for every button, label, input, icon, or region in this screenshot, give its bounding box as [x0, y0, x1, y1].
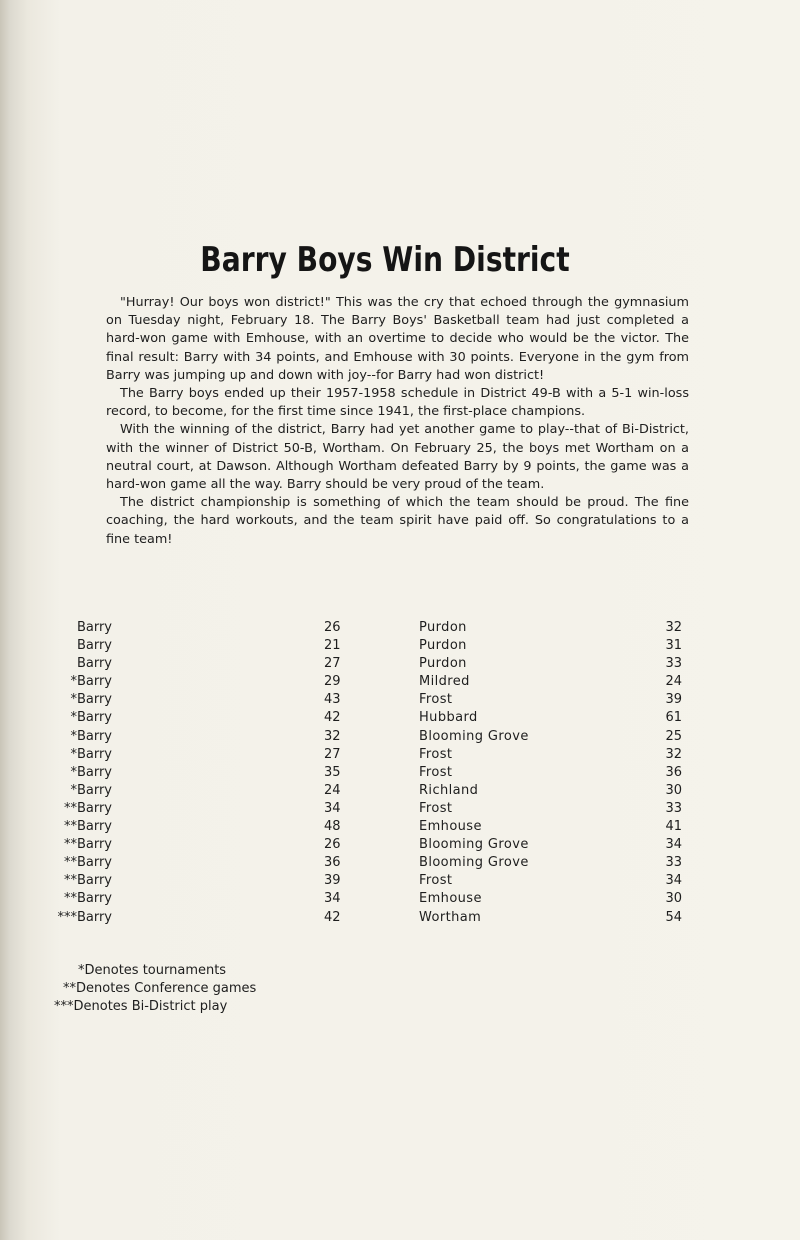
game-row — [0, 855, 800, 873]
opponent-name: Emhouse — [419, 819, 482, 835]
game-results-table — [0, 620, 800, 928]
team-name: *Barry — [70, 710, 112, 726]
team-score: 39 — [324, 873, 341, 889]
team-score: 24 — [324, 782, 341, 798]
game-row — [0, 710, 800, 728]
opponent-name: Mildred — [419, 674, 470, 690]
team-score: 26 — [324, 837, 341, 853]
opponent-score: 54 — [665, 909, 682, 925]
opponent-score: 34 — [665, 873, 682, 889]
team-name: **Barry — [63, 873, 112, 889]
opponent-name: Purdon — [419, 620, 467, 635]
team-score: 42 — [324, 710, 341, 726]
game-row — [0, 729, 800, 747]
opponent-score: 30 — [665, 891, 682, 907]
opponent-name: Emhouse — [419, 891, 482, 907]
opponent-score: 33 — [665, 656, 682, 672]
team-score: 29 — [324, 674, 341, 690]
opponent-name: Blooming Grove — [419, 855, 529, 871]
team-name: ***Barry — [57, 909, 112, 925]
opponent-name: Frost — [419, 800, 453, 816]
game-row — [0, 910, 800, 928]
team-name: **Barry — [63, 800, 112, 816]
legend-item: **Denotes Conference games — [63, 981, 257, 996]
game-row — [0, 747, 800, 765]
team-name: *Barry — [70, 764, 112, 780]
team-name: *Barry — [70, 746, 112, 762]
opponent-score: 33 — [665, 855, 682, 871]
team-score: 32 — [324, 728, 341, 744]
team-name: Barry — [76, 656, 112, 672]
team-name: Barry — [76, 638, 112, 654]
legend-item: *Denotes tournaments — [78, 963, 227, 978]
opponent-name: Purdon — [419, 656, 467, 672]
game-row — [0, 692, 800, 710]
opponent-score: 32 — [665, 746, 682, 762]
game-row — [0, 837, 800, 855]
game-row — [0, 801, 800, 819]
team-score: 35 — [324, 764, 341, 780]
opponent-score: 33 — [665, 800, 682, 816]
team-name: **Barry — [63, 855, 112, 871]
article-paragraph: With the winning of the district, Barry had yet another game to play--that of Bi-District, with the winner of District 50-B, Wortham. On February 25, the boys met Wortham on a neutral court, at Dawson. Although Wortham defeated Barry by 9 points, the game was a hard-won game all the way. Barry should be very proud of the team. — [106, 422, 689, 493]
team-name: **Barry — [63, 837, 112, 853]
team-name: *Barry — [70, 692, 112, 708]
team-score: 48 — [324, 819, 341, 835]
opponent-score: 41 — [665, 819, 682, 835]
game-row — [0, 674, 800, 692]
team-name: **Barry — [63, 891, 112, 907]
team-score: 27 — [324, 656, 341, 672]
legend — [0, 962, 800, 1016]
team-name: *Barry — [70, 728, 112, 744]
opponent-score: 30 — [665, 782, 682, 798]
team-score: 36 — [324, 855, 341, 871]
opponent-score: 36 — [665, 764, 682, 780]
opponent-name: Wortham — [419, 909, 482, 925]
article-paragraph: The district championship is something of which the team should be proud. The fine coaching, the hard workouts, and the team spirit have paid off. So congratulations to a fine team! — [106, 495, 689, 547]
team-name: **Barry — [63, 819, 112, 835]
team-score: 34 — [324, 891, 341, 907]
opponent-name: Purdon — [419, 638, 467, 654]
article-title: Barry Boys Win District — [200, 240, 570, 280]
opponent-name: Frost — [419, 873, 453, 889]
game-row — [0, 819, 800, 837]
game-row — [0, 873, 800, 891]
article-paragraph: The Barry boys ended up their 1957-1958 schedule in District 49-B with a 5-1 win-loss record, to become, for the first time since 1941, the first-place champions. — [106, 386, 689, 420]
opponent-score: 34 — [665, 837, 682, 853]
opponent-score: 24 — [665, 674, 682, 690]
game-row — [0, 891, 800, 909]
team-name: *Barry — [70, 782, 112, 798]
opponent-name: Blooming Grove — [419, 728, 529, 744]
opponent-score: 31 — [665, 638, 682, 654]
team-score: 27 — [324, 746, 341, 762]
team-score: 43 — [324, 692, 341, 708]
article-body — [106, 294, 689, 549]
game-row — [0, 620, 800, 638]
opponent-score: 32 — [665, 620, 682, 635]
legend-item: ***Denotes Bi-District play — [54, 999, 228, 1014]
team-score: 21 — [324, 638, 341, 654]
team-score: 42 — [324, 909, 341, 925]
opponent-name: Frost — [419, 746, 453, 762]
game-row — [0, 656, 800, 674]
opponent-name: Hubbard — [419, 710, 478, 726]
team-score: 26 — [324, 620, 341, 635]
opponent-name: Frost — [419, 692, 453, 708]
team-name: *Barry — [70, 674, 112, 690]
game-row — [0, 765, 800, 783]
game-row — [0, 783, 800, 801]
opponent-name: Frost — [419, 764, 453, 780]
opponent-score: 61 — [665, 710, 682, 726]
article-paragraph: "Hurray! Our boys won district!" This was the cry that echoed through the gymnasium on Tuesday night, February 18. The Barry Boys' Basketball team had just completed a hard-won game with Emhouse, with an overtime to decide who would be the victor. The final result: Barry with 34 points, and Emhouse with 30 points. Everyone in the gym from Barry was jumping up and down with joy--for Barry had won district! — [106, 295, 689, 383]
opponent-name: Richland — [419, 782, 479, 798]
team-name: Barry — [76, 620, 112, 635]
opponent-name: Blooming Grove — [419, 837, 529, 853]
team-score: 34 — [324, 800, 341, 816]
opponent-score: 25 — [665, 728, 682, 744]
opponent-score: 39 — [665, 692, 682, 708]
game-row — [0, 638, 800, 656]
